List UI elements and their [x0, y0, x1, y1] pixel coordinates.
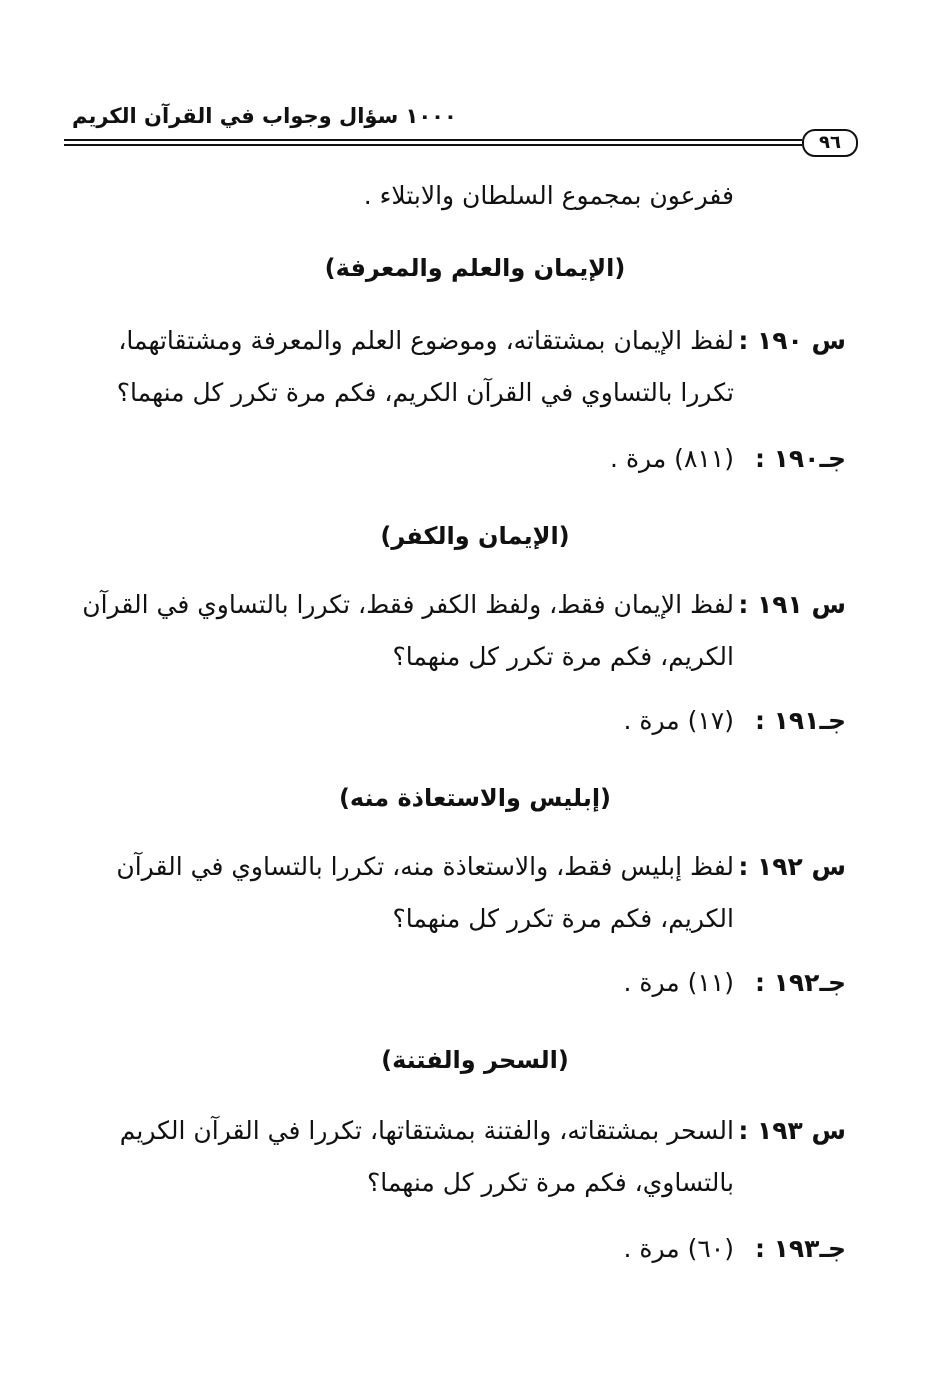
question-continuation: تكررا بالتساوي في القرآن الكريم، فكم مرة تكرر كل منهما؟: [116, 378, 734, 407]
answer-label: جـ١٩٣ :: [754, 1234, 846, 1263]
question-label: س ١٩٢ :: [738, 852, 846, 881]
answer-text: (١١) مرة .: [623, 968, 734, 997]
answer-row: [56, 1234, 846, 1263]
answer-row: [56, 968, 846, 997]
section-heading: (إبليس والاستعاذة منه): [338, 784, 612, 812]
question-continuation: الكريم، فكم مرة تكرر كل منهما؟: [392, 904, 734, 933]
page-header: [64, 98, 854, 158]
header-rule: [64, 139, 802, 146]
answer-row: [56, 444, 846, 473]
answer-text: (١٧) مرة .: [623, 706, 734, 735]
question-row: [56, 326, 846, 355]
question-continuation: الكريم، فكم مرة تكرر كل منهما؟: [392, 642, 734, 671]
question-row: [56, 1116, 846, 1145]
section-heading: (الإيمان والكفر): [380, 522, 570, 550]
question-text: لفظ الإيمان بمشتقاته، وموضوع العلم والمعرفة ومشتقاتهما،: [118, 326, 734, 355]
question-label: س ١٩٣ :: [738, 1116, 846, 1145]
intro-line: ففرعون بمجموع السلطان والابتلاء .: [363, 181, 734, 210]
question-row: [56, 590, 846, 619]
answer-label: جـ١٩٢ :: [754, 968, 846, 997]
question-continuation: بالتساوي، فكم مرة تكرر كل منهما؟: [366, 1168, 734, 1197]
question-label: س ١٩٠ :: [738, 326, 846, 355]
answer-label: جـ١٩٠ :: [754, 444, 846, 473]
answer-label: جـ١٩١ :: [754, 706, 846, 735]
section-heading: (الإيمان والعلم والمعرفة): [324, 254, 626, 282]
answer-text: (٨١١) مرة .: [610, 444, 734, 473]
page-number: ٩٦: [802, 129, 858, 157]
question-text: لفظ إبليس فقط، والاستعاذة منه، تكررا بالتساوي في القرآن: [116, 852, 734, 881]
question-row: [56, 852, 846, 881]
answer-row: [56, 706, 846, 735]
question-label: س ١٩١ :: [738, 590, 846, 619]
question-text: السحر بمشتقاته، والفتنة بمشتقاتها، تكررا في القرآن الكريم: [119, 1116, 734, 1145]
book-title: ١٠٠٠ سؤال وجواب في القرآن الكريم: [72, 104, 457, 128]
question-text: لفظ الإيمان فقط، ولفظ الكفر فقط، تكررا بالتساوي في القرآن: [82, 590, 734, 619]
section-heading: (السحر والفتنة): [381, 1046, 569, 1074]
answer-text: (٦٠) مرة .: [623, 1234, 734, 1263]
